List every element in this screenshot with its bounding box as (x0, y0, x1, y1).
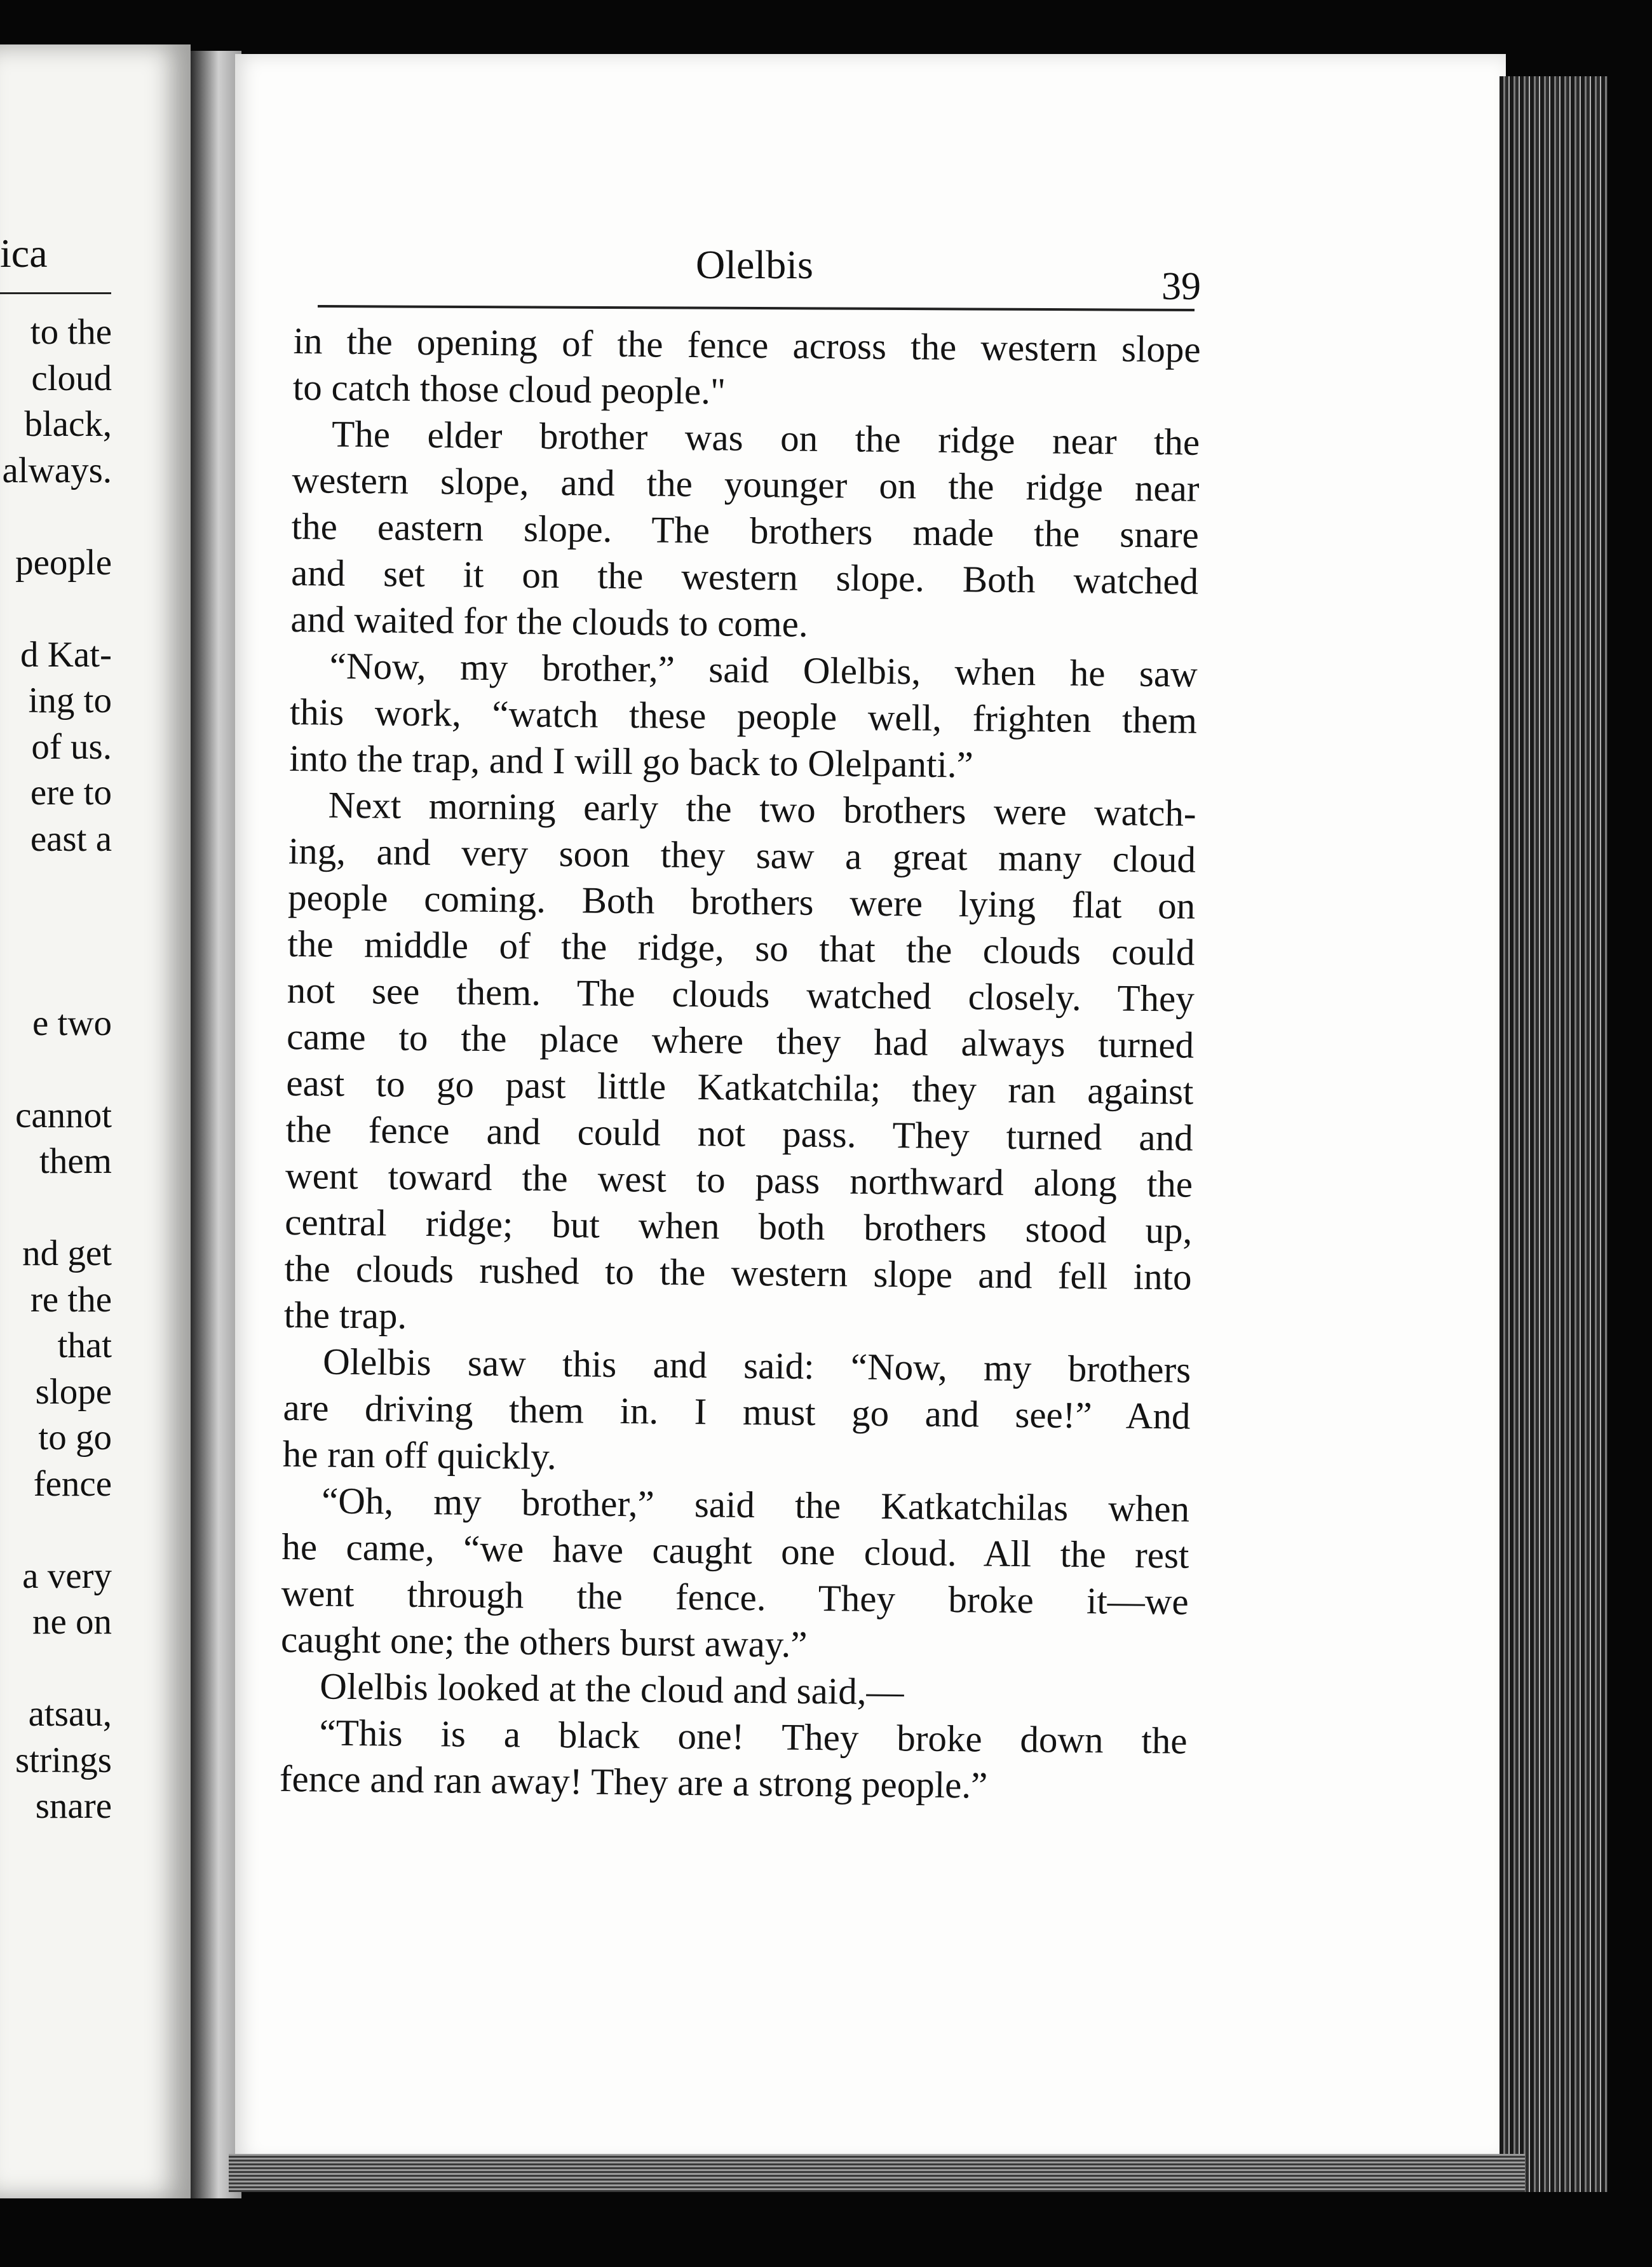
text-line: ing, and very soon they saw a great many cloud (288, 829, 1196, 881)
left-page-line: to go (38, 1418, 112, 1458)
text-line: to catch those cloud people." (292, 365, 726, 412)
left-page-line: e two (32, 1003, 112, 1043)
text-line: The elder brother was on the ridge near the (331, 412, 1200, 463)
left-page-heading: ica (0, 231, 48, 276)
text-line: “This is a black one! They broke down the (319, 1711, 1188, 1762)
bottom-page-edges (229, 2154, 1525, 2192)
page-number: 39 (1161, 265, 1201, 308)
paragraph (282, 1338, 1191, 1486)
text-line: Next morning early the two brothers were watch- (328, 783, 1196, 834)
text-line: fence and ran away! They are a strong people.” (279, 1757, 988, 1806)
left-page-line: of us. (31, 726, 112, 767)
text-line: the eastern slope. The brothers made the snare (291, 504, 1200, 556)
left-page-line: cannot (15, 1095, 112, 1135)
left-page-line: people (15, 542, 112, 583)
left-page-line: them (39, 1141, 112, 1181)
left-page-line: black, (24, 404, 112, 444)
text-line: are driving them in. I must go and see!” And (283, 1386, 1191, 1437)
text-line: the middle of the ridge, so that the clouds could (287, 922, 1195, 973)
text-line: the fence and could not pass. They turned and (285, 1107, 1193, 1159)
book-gutter (191, 51, 241, 2198)
left-page-line: snare (35, 1786, 112, 1826)
left-page-line: strings (15, 1740, 112, 1780)
header-rule (318, 305, 1195, 311)
page-edges (1500, 76, 1608, 2192)
paragraph (284, 782, 1196, 1347)
left-page-line: that (57, 1325, 112, 1365)
text-line: central ridge; but when both brothers stood up, (285, 1200, 1193, 1252)
left-page-line: atsau, (28, 1694, 112, 1734)
text-line: east to go past little Katkatchila; they ran against (286, 1061, 1194, 1113)
text-line: came to the place where they had always turned (286, 1015, 1195, 1066)
page-header (318, 241, 1201, 311)
text-line: went through the fence. They broke it—we (281, 1571, 1189, 1623)
left-page-line: fence (33, 1463, 112, 1504)
left-page-line: to the (30, 312, 112, 352)
paragraph (293, 318, 1201, 419)
text-line: went toward the west to pass northward along the (285, 1154, 1193, 1205)
left-page-line: ere to (30, 773, 112, 813)
text-line: he came, “we have caught one cloud. All the rest (281, 1525, 1189, 1576)
left-page-line: always. (2, 450, 112, 491)
text-line: caught one; the others burst away.” (280, 1618, 808, 1665)
text-line: Olelbis looked at the cloud and said,— (320, 1665, 904, 1713)
left-page-rule (0, 292, 111, 294)
text-line: in the opening of the fence across the western slope (293, 319, 1201, 370)
left-page-line: d Kat- (20, 634, 112, 675)
text-line: and waited for the clouds to come. (290, 597, 809, 645)
text-line: western slope, and the younger on the ridge near (292, 458, 1200, 510)
text-line: “Now, my brother,” said Olelbis, when he saw (329, 644, 1198, 695)
left-page-line: slope (35, 1371, 112, 1412)
paragraph (281, 1477, 1190, 1672)
left-page-line: east a (30, 818, 112, 859)
paragraph (290, 410, 1200, 651)
text-line: and set it on the western slope. Both watched (290, 551, 1199, 602)
text-line: the clouds rushed to the western slope and fell into (284, 1247, 1192, 1298)
paragraph (280, 1663, 1188, 1718)
text-line: people coming. Both brothers were lying flat on (287, 876, 1196, 927)
left-page-line: a very (22, 1555, 112, 1596)
left-page-line: cloud (31, 358, 112, 398)
left-page-line: ne on (32, 1602, 112, 1642)
left-page-line: re the (30, 1279, 112, 1320)
text-line: “Oh, my brother,” said the Katkatchilas when (321, 1479, 1190, 1530)
text-line: not see them. The clouds watched closely. They (287, 968, 1195, 1020)
text-line: this work, “watch these people well, frighten them (289, 690, 1198, 741)
text-line: he ran off quickly. (282, 1432, 557, 1478)
paragraph (280, 1709, 1188, 1811)
running-title: Olelbis (696, 242, 813, 287)
left-page-line: ing to (28, 680, 112, 721)
text-line: Olelbis saw this and said: “Now, my brothers (322, 1340, 1191, 1391)
page-body-text (280, 318, 1201, 1811)
paragraph (289, 642, 1198, 790)
text-line: into the trap, and I will go back to Olelpanti.” (289, 736, 974, 786)
left-page-line: nd get (22, 1233, 112, 1273)
text-line: the trap. (283, 1293, 407, 1337)
